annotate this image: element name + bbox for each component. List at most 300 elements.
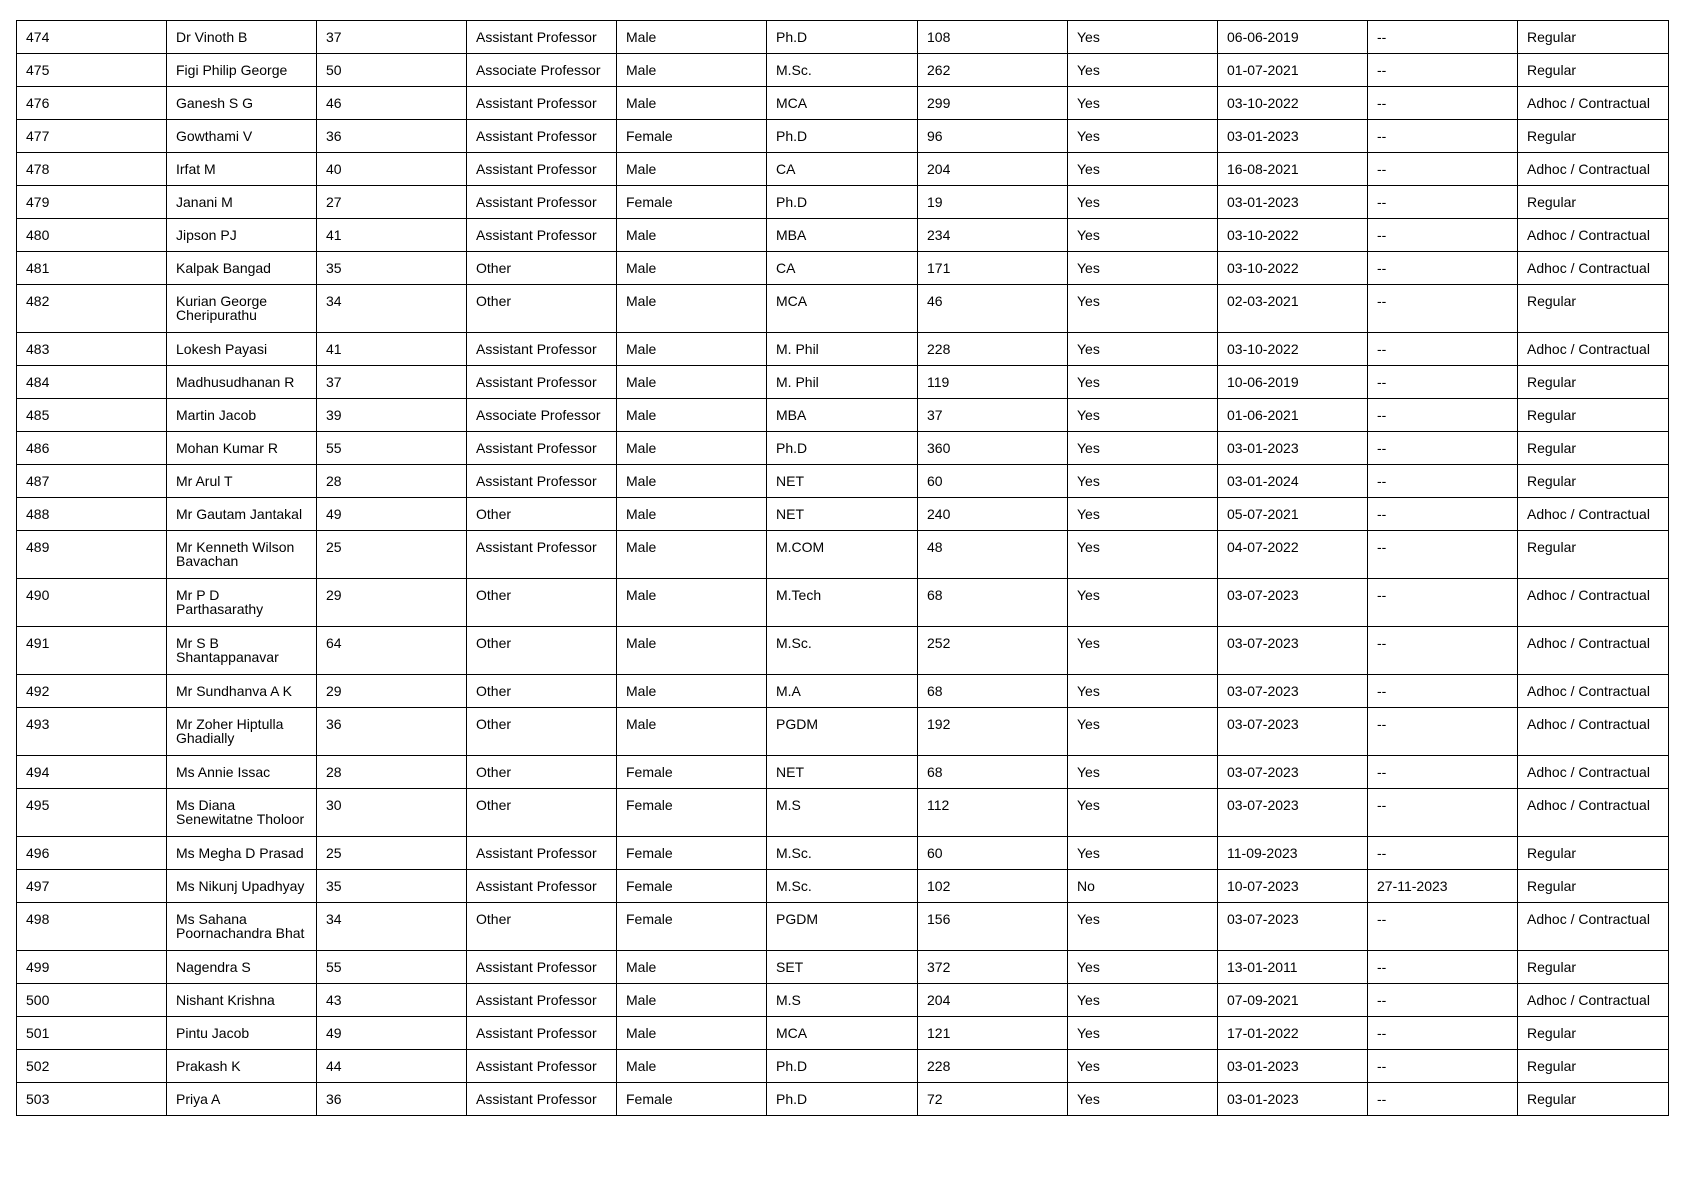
cell-experience-months: 240 (918, 498, 1068, 531)
cell-nature-of-appointment: Adhoc / Contractual (1518, 579, 1669, 627)
table-row (17, 498, 1669, 531)
table-row (17, 903, 1669, 951)
cell-age: 29 (317, 579, 467, 627)
cell-currently-serving: Yes (1068, 579, 1218, 627)
cell-leaving-date: -- (1368, 285, 1518, 333)
cell-name: Nishant Krishna (167, 984, 317, 1017)
cell-serial-number: 489 (17, 531, 167, 579)
cell-name: Kurian George Cheripurathu (167, 285, 317, 333)
cell-nature-of-appointment: Regular (1518, 870, 1669, 903)
cell-gender: Male (617, 153, 767, 186)
cell-gender: Male (617, 984, 767, 1017)
cell-age: 25 (317, 837, 467, 870)
cell-leaving-date: -- (1368, 627, 1518, 675)
cell-serial-number: 492 (17, 675, 167, 708)
cell-serial-number: 491 (17, 627, 167, 675)
table-row (17, 579, 1669, 627)
cell-currently-serving: Yes (1068, 120, 1218, 153)
cell-serial-number: 494 (17, 756, 167, 789)
cell-nature-of-appointment: Adhoc / Contractual (1518, 708, 1669, 756)
cell-age: 34 (317, 903, 467, 951)
cell-designation: Assistant Professor (467, 837, 617, 870)
cell-experience-months: 96 (918, 120, 1068, 153)
cell-experience-months: 262 (918, 54, 1068, 87)
cell-nature-of-appointment: Adhoc / Contractual (1518, 498, 1669, 531)
cell-experience-months: 108 (918, 21, 1068, 54)
cell-qualification: M.Tech (767, 579, 918, 627)
cell-experience-months: 119 (918, 366, 1068, 399)
cell-qualification: PGDM (767, 708, 918, 756)
cell-designation: Assistant Professor (467, 1017, 617, 1050)
cell-age: 41 (317, 219, 467, 252)
cell-age: 30 (317, 789, 467, 837)
cell-experience-months: 171 (918, 252, 1068, 285)
cell-age: 36 (317, 120, 467, 153)
cell-gender: Female (617, 789, 767, 837)
cell-gender: Male (617, 399, 767, 432)
cell-nature-of-appointment: Adhoc / Contractual (1518, 675, 1669, 708)
cell-joining-date: 16-08-2021 (1218, 153, 1368, 186)
cell-age: 29 (317, 675, 467, 708)
cell-leaving-date: -- (1368, 333, 1518, 366)
cell-experience-months: 360 (918, 432, 1068, 465)
cell-leaving-date: -- (1368, 951, 1518, 984)
cell-name: Dr Vinoth B (167, 21, 317, 54)
cell-designation: Assistant Professor (467, 951, 617, 984)
cell-nature-of-appointment: Adhoc / Contractual (1518, 153, 1669, 186)
cell-gender: Female (617, 903, 767, 951)
cell-designation: Assistant Professor (467, 984, 617, 1017)
cell-designation: Other (467, 579, 617, 627)
cell-nature-of-appointment: Adhoc / Contractual (1518, 756, 1669, 789)
cell-currently-serving: Yes (1068, 627, 1218, 675)
cell-gender: Male (617, 285, 767, 333)
cell-designation: Other (467, 756, 617, 789)
cell-experience-months: 19 (918, 186, 1068, 219)
cell-experience-months: 372 (918, 951, 1068, 984)
cell-experience-months: 68 (918, 756, 1068, 789)
cell-designation: Assistant Professor (467, 333, 617, 366)
table-row (17, 465, 1669, 498)
table-row (17, 252, 1669, 285)
cell-currently-serving: Yes (1068, 399, 1218, 432)
cell-age: 55 (317, 951, 467, 984)
cell-gender: Male (617, 54, 767, 87)
cell-serial-number: 495 (17, 789, 167, 837)
cell-qualification: M.A (767, 675, 918, 708)
table-row (17, 333, 1669, 366)
cell-name: Nagendra S (167, 951, 317, 984)
cell-nature-of-appointment: Regular (1518, 399, 1669, 432)
table-row (17, 1050, 1669, 1083)
cell-age: 34 (317, 285, 467, 333)
cell-designation: Assistant Professor (467, 432, 617, 465)
cell-joining-date: 03-01-2023 (1218, 120, 1368, 153)
cell-gender: Male (617, 87, 767, 120)
cell-qualification: M.S (767, 789, 918, 837)
cell-leaving-date: -- (1368, 984, 1518, 1017)
cell-gender: Male (617, 333, 767, 366)
table-row (17, 756, 1669, 789)
cell-qualification: M.Sc. (767, 627, 918, 675)
cell-nature-of-appointment: Regular (1518, 120, 1669, 153)
table-row (17, 984, 1669, 1017)
cell-joining-date: 03-07-2023 (1218, 756, 1368, 789)
cell-joining-date: 03-01-2023 (1218, 186, 1368, 219)
table-row (17, 1083, 1669, 1116)
cell-age: 35 (317, 870, 467, 903)
cell-nature-of-appointment: Adhoc / Contractual (1518, 219, 1669, 252)
cell-leaving-date: -- (1368, 1050, 1518, 1083)
table-row (17, 789, 1669, 837)
cell-designation: Other (467, 789, 617, 837)
cell-nature-of-appointment: Adhoc / Contractual (1518, 984, 1669, 1017)
cell-qualification: NET (767, 498, 918, 531)
cell-designation: Other (467, 498, 617, 531)
cell-nature-of-appointment: Adhoc / Contractual (1518, 252, 1669, 285)
cell-experience-months: 68 (918, 579, 1068, 627)
cell-qualification: M.Sc. (767, 54, 918, 87)
cell-qualification: MCA (767, 1017, 918, 1050)
cell-designation: Assistant Professor (467, 531, 617, 579)
cell-currently-serving: Yes (1068, 366, 1218, 399)
cell-leaving-date: -- (1368, 219, 1518, 252)
cell-nature-of-appointment: Adhoc / Contractual (1518, 333, 1669, 366)
cell-leaving-date: -- (1368, 54, 1518, 87)
cell-gender: Male (617, 465, 767, 498)
cell-designation: Assistant Professor (467, 219, 617, 252)
cell-gender: Male (617, 1017, 767, 1050)
cell-nature-of-appointment: Adhoc / Contractual (1518, 87, 1669, 120)
cell-qualification: M.COM (767, 531, 918, 579)
cell-designation: Other (467, 675, 617, 708)
cell-age: 55 (317, 432, 467, 465)
cell-joining-date: 03-01-2023 (1218, 1083, 1368, 1116)
cell-nature-of-appointment: Regular (1518, 285, 1669, 333)
cell-qualification: SET (767, 951, 918, 984)
cell-joining-date: 07-09-2021 (1218, 984, 1368, 1017)
cell-leaving-date: -- (1368, 789, 1518, 837)
cell-leaving-date: -- (1368, 21, 1518, 54)
cell-joining-date: 03-07-2023 (1218, 903, 1368, 951)
cell-serial-number: 475 (17, 54, 167, 87)
cell-currently-serving: Yes (1068, 333, 1218, 366)
cell-gender: Male (617, 219, 767, 252)
cell-qualification: MBA (767, 219, 918, 252)
cell-gender: Male (617, 951, 767, 984)
cell-joining-date: 10-06-2019 (1218, 366, 1368, 399)
cell-age: 49 (317, 1017, 467, 1050)
cell-joining-date: 17-01-2022 (1218, 1017, 1368, 1050)
cell-qualification: M. Phil (767, 366, 918, 399)
cell-joining-date: 13-01-2011 (1218, 951, 1368, 984)
cell-currently-serving: Yes (1068, 756, 1218, 789)
cell-experience-months: 48 (918, 531, 1068, 579)
cell-joining-date: 01-07-2021 (1218, 54, 1368, 87)
cell-joining-date: 03-10-2022 (1218, 87, 1368, 120)
cell-designation: Assistant Professor (467, 1083, 617, 1116)
cell-experience-months: 204 (918, 153, 1068, 186)
cell-joining-date: 06-06-2019 (1218, 21, 1368, 54)
cell-name: Ms Sahana Poornachandra Bhat (167, 903, 317, 951)
cell-nature-of-appointment: Adhoc / Contractual (1518, 627, 1669, 675)
table-row (17, 153, 1669, 186)
cell-designation: Other (467, 903, 617, 951)
cell-age: 37 (317, 21, 467, 54)
cell-age: 36 (317, 1083, 467, 1116)
cell-experience-months: 228 (918, 1050, 1068, 1083)
table-row (17, 120, 1669, 153)
cell-leaving-date: -- (1368, 531, 1518, 579)
cell-designation: Assistant Professor (467, 465, 617, 498)
cell-nature-of-appointment: Regular (1518, 1083, 1669, 1116)
cell-name: Mr Sundhanva A K (167, 675, 317, 708)
cell-currently-serving: Yes (1068, 1017, 1218, 1050)
cell-currently-serving: Yes (1068, 498, 1218, 531)
cell-joining-date: 03-10-2022 (1218, 333, 1368, 366)
cell-joining-date: 03-01-2024 (1218, 465, 1368, 498)
cell-age: 25 (317, 531, 467, 579)
cell-nature-of-appointment: Regular (1518, 1017, 1669, 1050)
table-row (17, 366, 1669, 399)
cell-name: Jipson PJ (167, 219, 317, 252)
cell-leaving-date: -- (1368, 756, 1518, 789)
cell-name: Irfat M (167, 153, 317, 186)
cell-currently-serving: Yes (1068, 1050, 1218, 1083)
cell-age: 36 (317, 708, 467, 756)
cell-age: 41 (317, 333, 467, 366)
cell-experience-months: 60 (918, 837, 1068, 870)
cell-nature-of-appointment: Regular (1518, 186, 1669, 219)
table-row (17, 399, 1669, 432)
cell-name: Mr S B Shantappanavar (167, 627, 317, 675)
cell-serial-number: 485 (17, 399, 167, 432)
table-row (17, 21, 1669, 54)
cell-currently-serving: Yes (1068, 903, 1218, 951)
table-row (17, 87, 1669, 120)
cell-joining-date: 10-07-2023 (1218, 870, 1368, 903)
cell-designation: Assistant Professor (467, 120, 617, 153)
cell-qualification: NET (767, 465, 918, 498)
cell-qualification: CA (767, 252, 918, 285)
cell-leaving-date: -- (1368, 153, 1518, 186)
cell-designation: Assistant Professor (467, 870, 617, 903)
cell-serial-number: 474 (17, 21, 167, 54)
cell-serial-number: 476 (17, 87, 167, 120)
cell-designation: Other (467, 627, 617, 675)
cell-gender: Male (617, 432, 767, 465)
cell-serial-number: 490 (17, 579, 167, 627)
cell-qualification: Ph.D (767, 432, 918, 465)
table-row (17, 219, 1669, 252)
cell-name: Mr Zoher Hiptulla Ghadially (167, 708, 317, 756)
cell-nature-of-appointment: Regular (1518, 54, 1669, 87)
table-row (17, 285, 1669, 333)
cell-experience-months: 46 (918, 285, 1068, 333)
cell-joining-date: 11-09-2023 (1218, 837, 1368, 870)
cell-serial-number: 480 (17, 219, 167, 252)
cell-age: 35 (317, 252, 467, 285)
table-row (17, 627, 1669, 675)
cell-experience-months: 72 (918, 1083, 1068, 1116)
cell-currently-serving: Yes (1068, 285, 1218, 333)
cell-name: Ms Megha D Prasad (167, 837, 317, 870)
cell-gender: Male (617, 708, 767, 756)
cell-joining-date: 03-01-2023 (1218, 1050, 1368, 1083)
cell-gender: Female (617, 1083, 767, 1116)
cell-qualification: M. Phil (767, 333, 918, 366)
cell-age: 49 (317, 498, 467, 531)
cell-leaving-date: -- (1368, 1017, 1518, 1050)
cell-experience-months: 204 (918, 984, 1068, 1017)
cell-name: Ms Diana Senewitatne Tholoor (167, 789, 317, 837)
table-row (17, 708, 1669, 756)
cell-gender: Male (617, 627, 767, 675)
cell-currently-serving: Yes (1068, 87, 1218, 120)
cell-name: Figi Philip George (167, 54, 317, 87)
cell-name: Ganesh S G (167, 87, 317, 120)
cell-designation: Assistant Professor (467, 21, 617, 54)
table-row (17, 54, 1669, 87)
cell-leaving-date: -- (1368, 837, 1518, 870)
cell-qualification: M.Sc. (767, 870, 918, 903)
cell-qualification: PGDM (767, 903, 918, 951)
cell-qualification: Ph.D (767, 120, 918, 153)
cell-experience-months: 252 (918, 627, 1068, 675)
cell-nature-of-appointment: Regular (1518, 21, 1669, 54)
cell-name: Martin Jacob (167, 399, 317, 432)
cell-experience-months: 234 (918, 219, 1068, 252)
cell-nature-of-appointment: Regular (1518, 531, 1669, 579)
cell-designation: Assistant Professor (467, 366, 617, 399)
cell-age: 64 (317, 627, 467, 675)
cell-name: Priya A (167, 1083, 317, 1116)
cell-joining-date: 01-06-2021 (1218, 399, 1368, 432)
cell-nature-of-appointment: Regular (1518, 366, 1669, 399)
cell-name: Mr Kenneth Wilson Bavachan (167, 531, 317, 579)
cell-nature-of-appointment: Regular (1518, 951, 1669, 984)
cell-leaving-date: -- (1368, 399, 1518, 432)
cell-qualification: MCA (767, 285, 918, 333)
cell-qualification: Ph.D (767, 1083, 918, 1116)
cell-gender: Male (617, 252, 767, 285)
cell-currently-serving: Yes (1068, 531, 1218, 579)
cell-serial-number: 484 (17, 366, 167, 399)
cell-gender: Male (617, 531, 767, 579)
cell-currently-serving: Yes (1068, 1083, 1218, 1116)
cell-name: Ms Nikunj Upadhyay (167, 870, 317, 903)
table-body (17, 21, 1669, 1116)
cell-name: Mr Arul T (167, 465, 317, 498)
cell-gender: Male (617, 579, 767, 627)
cell-leaving-date: -- (1368, 366, 1518, 399)
cell-serial-number: 498 (17, 903, 167, 951)
cell-qualification: M.S (767, 984, 918, 1017)
cell-qualification: MBA (767, 399, 918, 432)
cell-gender: Male (617, 1050, 767, 1083)
cell-serial-number: 497 (17, 870, 167, 903)
cell-qualification: MCA (767, 87, 918, 120)
table-row (17, 675, 1669, 708)
cell-gender: Male (617, 498, 767, 531)
cell-currently-serving: Yes (1068, 951, 1218, 984)
cell-joining-date: 02-03-2021 (1218, 285, 1368, 333)
cell-serial-number: 502 (17, 1050, 167, 1083)
cell-name: Ms Annie Issac (167, 756, 317, 789)
cell-currently-serving: Yes (1068, 186, 1218, 219)
cell-experience-months: 228 (918, 333, 1068, 366)
cell-joining-date: 03-10-2022 (1218, 252, 1368, 285)
faculty-table (16, 20, 1669, 1116)
table-row (17, 837, 1669, 870)
cell-currently-serving: Yes (1068, 219, 1218, 252)
table-row (17, 1017, 1669, 1050)
cell-currently-serving: Yes (1068, 21, 1218, 54)
cell-gender: Female (617, 120, 767, 153)
cell-age: 44 (317, 1050, 467, 1083)
cell-name: Kalpak Bangad (167, 252, 317, 285)
cell-age: 40 (317, 153, 467, 186)
cell-currently-serving: Yes (1068, 54, 1218, 87)
cell-designation: Assistant Professor (467, 153, 617, 186)
cell-designation: Associate Professor (467, 54, 617, 87)
cell-experience-months: 60 (918, 465, 1068, 498)
cell-leaving-date: -- (1368, 675, 1518, 708)
cell-name: Madhusudhanan R (167, 366, 317, 399)
cell-serial-number: 493 (17, 708, 167, 756)
cell-currently-serving: Yes (1068, 465, 1218, 498)
cell-leaving-date: -- (1368, 1083, 1518, 1116)
cell-serial-number: 499 (17, 951, 167, 984)
cell-serial-number: 501 (17, 1017, 167, 1050)
cell-serial-number: 503 (17, 1083, 167, 1116)
cell-age: 27 (317, 186, 467, 219)
cell-currently-serving: Yes (1068, 984, 1218, 1017)
cell-joining-date: 03-07-2023 (1218, 627, 1368, 675)
cell-gender: Female (617, 756, 767, 789)
cell-serial-number: 477 (17, 120, 167, 153)
cell-joining-date: 03-10-2022 (1218, 219, 1368, 252)
cell-leaving-date: -- (1368, 903, 1518, 951)
cell-joining-date: 03-01-2023 (1218, 432, 1368, 465)
cell-gender: Male (617, 366, 767, 399)
cell-experience-months: 37 (918, 399, 1068, 432)
cell-serial-number: 486 (17, 432, 167, 465)
cell-leaving-date: -- (1368, 432, 1518, 465)
cell-qualification: CA (767, 153, 918, 186)
cell-experience-months: 68 (918, 675, 1068, 708)
cell-gender: Male (617, 675, 767, 708)
cell-age: 28 (317, 756, 467, 789)
table-row (17, 870, 1669, 903)
cell-joining-date: 03-07-2023 (1218, 675, 1368, 708)
cell-nature-of-appointment: Regular (1518, 837, 1669, 870)
cell-qualification: Ph.D (767, 21, 918, 54)
cell-leaving-date: -- (1368, 252, 1518, 285)
cell-experience-months: 102 (918, 870, 1068, 903)
cell-serial-number: 481 (17, 252, 167, 285)
cell-nature-of-appointment: Regular (1518, 432, 1669, 465)
cell-currently-serving: Yes (1068, 252, 1218, 285)
cell-currently-serving: Yes (1068, 153, 1218, 186)
cell-name: Mohan Kumar R (167, 432, 317, 465)
cell-designation: Assistant Professor (467, 186, 617, 219)
cell-designation: Other (467, 252, 617, 285)
table-row (17, 186, 1669, 219)
cell-currently-serving: Yes (1068, 708, 1218, 756)
cell-joining-date: 03-07-2023 (1218, 789, 1368, 837)
cell-serial-number: 487 (17, 465, 167, 498)
